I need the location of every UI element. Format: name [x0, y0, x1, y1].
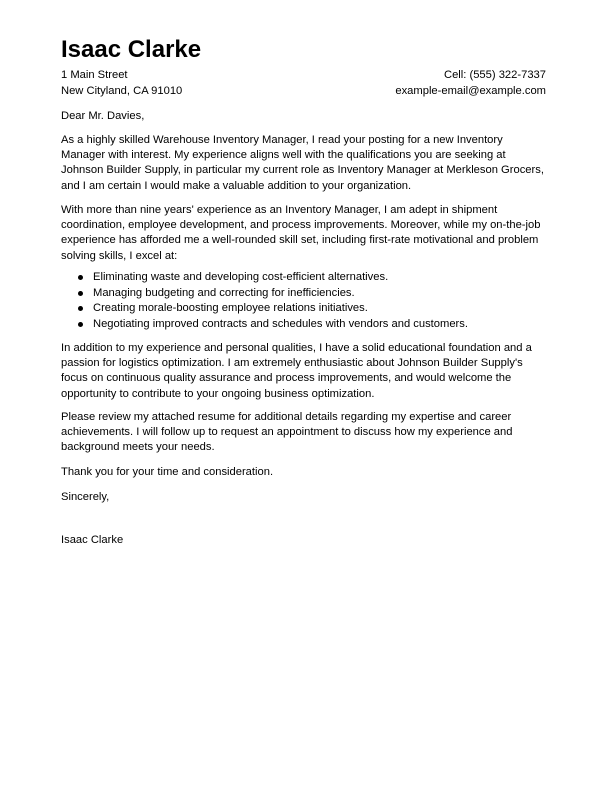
- signature-name: Isaac Clarke: [61, 534, 124, 546]
- paragraph-experience: With more than nine years' experience as an Inventory Manager, I am adept in shipment coordination, employee development, and process improvements. Moreover, while my on-the-job experience has afforded me a well-rounded skill set, including first-rate motivational and problem solving skills, I excel at:: [61, 204, 541, 262]
- paragraph-intro: As a highly skilled Warehouse Inventory Manager, I read your posting for a new Inventory Manager with interest. My experience aligns well with the qualifications you are seeking at Johnson Builder Supply, in particular my current role as Inventory Manager at Merkleson Grocers, and I am certain I would make a valuable addition to your organization.: [61, 134, 544, 192]
- list-item: [61, 301, 547, 317]
- bullet-icon: [78, 275, 83, 280]
- address-street: 1 Main Street: [61, 69, 128, 81]
- email-address: example-email@example.com: [395, 85, 546, 97]
- paragraph-resume: Please review my attached resume for additional details regarding my expertise and career achievements. I will follow up to request an appointment to discuss how my experience and background meets your needs.: [61, 411, 513, 454]
- list-item-text: Creating morale-boosting employee relations initiatives.: [93, 302, 368, 314]
- skills-list: [61, 270, 547, 332]
- phone-number: Cell: (555) 322-7337: [444, 69, 546, 81]
- list-item-text: Eliminating waste and developing cost-efficient alternatives.: [93, 271, 389, 283]
- closing: Sincerely,: [61, 491, 110, 503]
- list-item-text: Managing budgeting and correcting for inefficiencies.: [93, 286, 355, 299]
- applicant-name: Isaac Clarke: [61, 36, 202, 63]
- address-city: New Cityland, CA 91010: [61, 85, 183, 97]
- contact-line-2: [61, 84, 546, 99]
- salutation: Dear Mr. Davies,: [61, 110, 145, 122]
- list-item: [61, 286, 547, 302]
- bullet-icon: [78, 291, 83, 296]
- bullet-icon: [78, 322, 83, 327]
- list-item-text: Negotiating improved contracts and schedules with vendors and customers.: [93, 317, 468, 330]
- list-item: [61, 317, 547, 333]
- list-item: [61, 270, 547, 286]
- contact-line-1: [61, 68, 546, 83]
- bullet-icon: [78, 306, 83, 311]
- paragraph-thanks: Thank you for your time and consideration.: [61, 466, 274, 478]
- paragraph-qualities: In addition to my experience and personal qualities, I have a solid educational foundation and a passion for logistics optimization. I am extremely enthusiastic about Johnson Builder Supply's focus on continuous quality assurance and process improvements, and would welcome the opportunity to contribute to your ongoing business optimization.: [61, 342, 532, 400]
